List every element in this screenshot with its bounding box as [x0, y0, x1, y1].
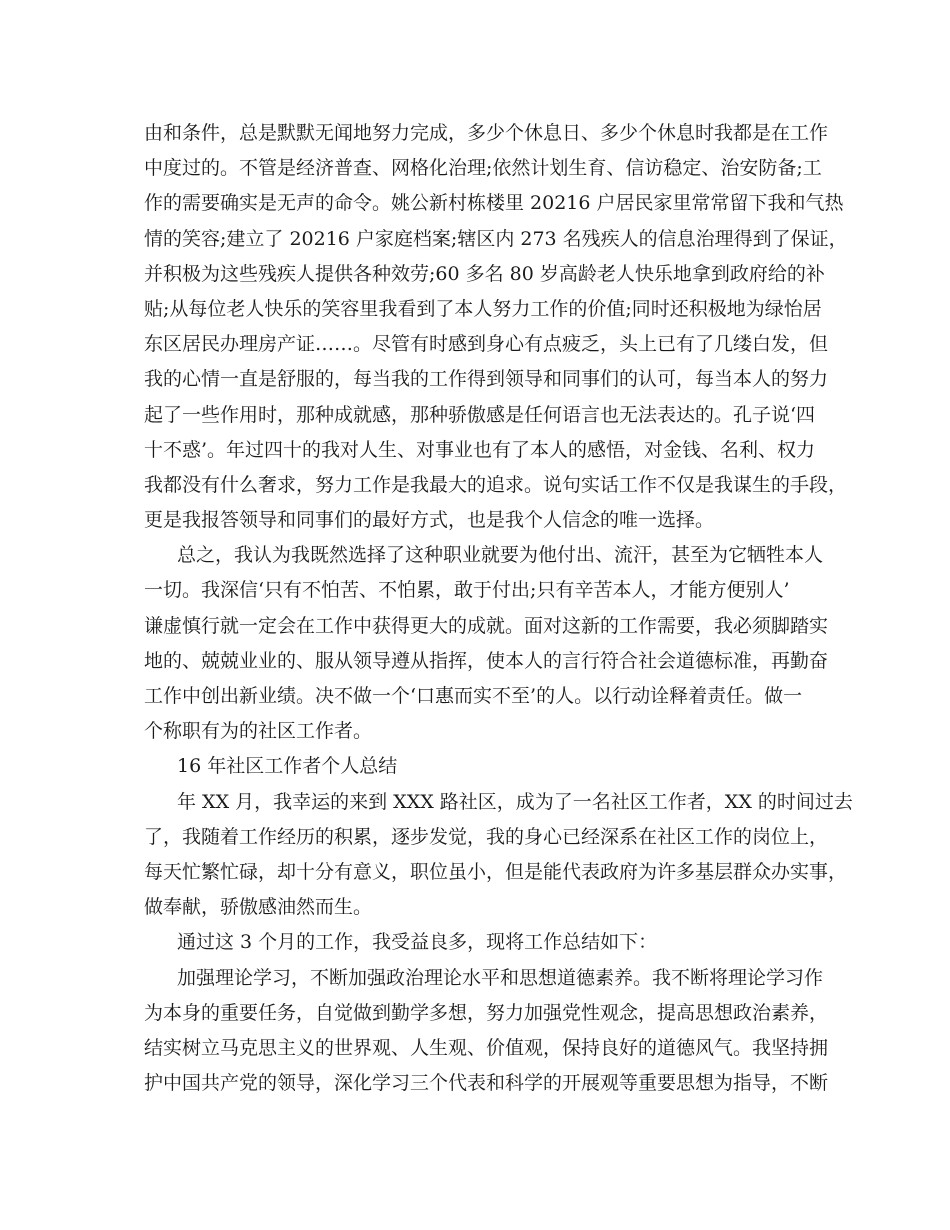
- text-line: 每天忙繁忙碌，却十分有意义，职位虽小，但是能代表政府为许多基层群众办实事，: [144, 860, 848, 883]
- text-line: 谦虚慎行就一定会在工作中获得更大的成就。面对这新的工作需要，我必须脚踏实: [144, 614, 829, 637]
- text-line: 中度过的。不管是经济普查、网格化治理;依然计划生育、信访稳定、治安防备;工: [144, 157, 822, 180]
- text-line: 我的心情一直是舒服的，每当我的工作得到领导和同事们的认可，每当本人的努力: [144, 368, 829, 391]
- text-line: 个称职有为的社区工作者。: [144, 720, 373, 743]
- text-line: 结实树立马克思主义的世界观、人生观、价值观，保持良好的道德风气。我坚持拥: [144, 1036, 829, 1059]
- text-line: 为本身的重要任务，自觉做到勤学多想，努力加强党性观念，提高思想政治素养，: [144, 1001, 829, 1024]
- text-line: 情的笑容;建立了 20216 户家庭档案;辖区内 273 名残疾人的信息治理得到了保证，: [144, 227, 848, 250]
- body-text: [144, 116, 853, 1101]
- paragraph-start-line: 年 XX 月，我幸运的来到 XXX 路社区，成为了一名社区工作者，XX 的时间过去: [177, 790, 853, 813]
- paragraph-start-line: 加强理论学习，不断加强政治理论水平和思想道德素养。我不断将理论学习作: [177, 966, 824, 989]
- text-line: 起了一些作用时，那种成就感，那种骄傲感是任何语言也无法表达的。孔子说‘四: [144, 403, 816, 426]
- paragraph-start-line: 通过这 3 个月的工作，我受益良多，现将工作总结如下：: [177, 931, 658, 954]
- text-line: 作的需要确实是无声的命令。姚公新村栋楼里 20216 户居民家里常常留下我和气热: [144, 192, 844, 215]
- text-line: 贴;从每位老人快乐的笑容里我看到了本人努力工作的价值;同时还积极地为绿怡居: [144, 297, 822, 320]
- text-line: 一切。我深信‘只有不怕苦、不怕累，敢于付出;只有辛苦本人，才能方便别人’: [144, 579, 790, 602]
- text-line: 东区居民办理房产证……。尽管有时感到身心有点疲乏，头上已有了几缕白发，但: [144, 333, 829, 356]
- paragraph-start-line: 总之，我认为我既然选择了这种职业就要为他付出、流汗，甚至为它牺牲本人: [177, 544, 824, 567]
- section-heading: 16 年社区工作者个人总结: [177, 755, 398, 778]
- text-line: 护中国共产党的领导，深化学习三个代表和科学的开展观等重要思想为指导，不断: [144, 1072, 829, 1095]
- text-line: 工作中创出新业绩。决不做一个‘口惠而实不至’的人。以行动诠释着责任。做一: [144, 685, 803, 707]
- text-line: 做奉献，骄傲感油然而生。: [144, 896, 373, 919]
- text-line: 我都没有什么奢求，努力工作是我最大的追求。说句实话工作不仅是我谋生的手段，: [144, 473, 848, 496]
- text-line: 了，我随着工作经历的积累，逐步发觉，我的身心已经深系在社区工作的岗位上，: [144, 825, 829, 848]
- text-line: 并积极为这些残疾人提供各种效劳;60 多名 80 岁高龄老人快乐地拿到政府给的补: [144, 262, 825, 285]
- text-line: 十不惑’。年过四十的我对人生、对事业也有了本人的感悟，对金钱、名利、权力: [144, 438, 816, 461]
- text-line: 由和条件，总是默默无闻地努力完成，多少个休息日、多少个休息时我都是在工作: [144, 122, 829, 144]
- text-line: 更是我报答领导和同事们的最好方式，也是我个人信念的唯一选择。: [144, 509, 715, 532]
- text-line: 地的、兢兢业业的、服从领导遵从指挥，使本人的言行符合社会道德标准，再勤奋: [144, 649, 829, 672]
